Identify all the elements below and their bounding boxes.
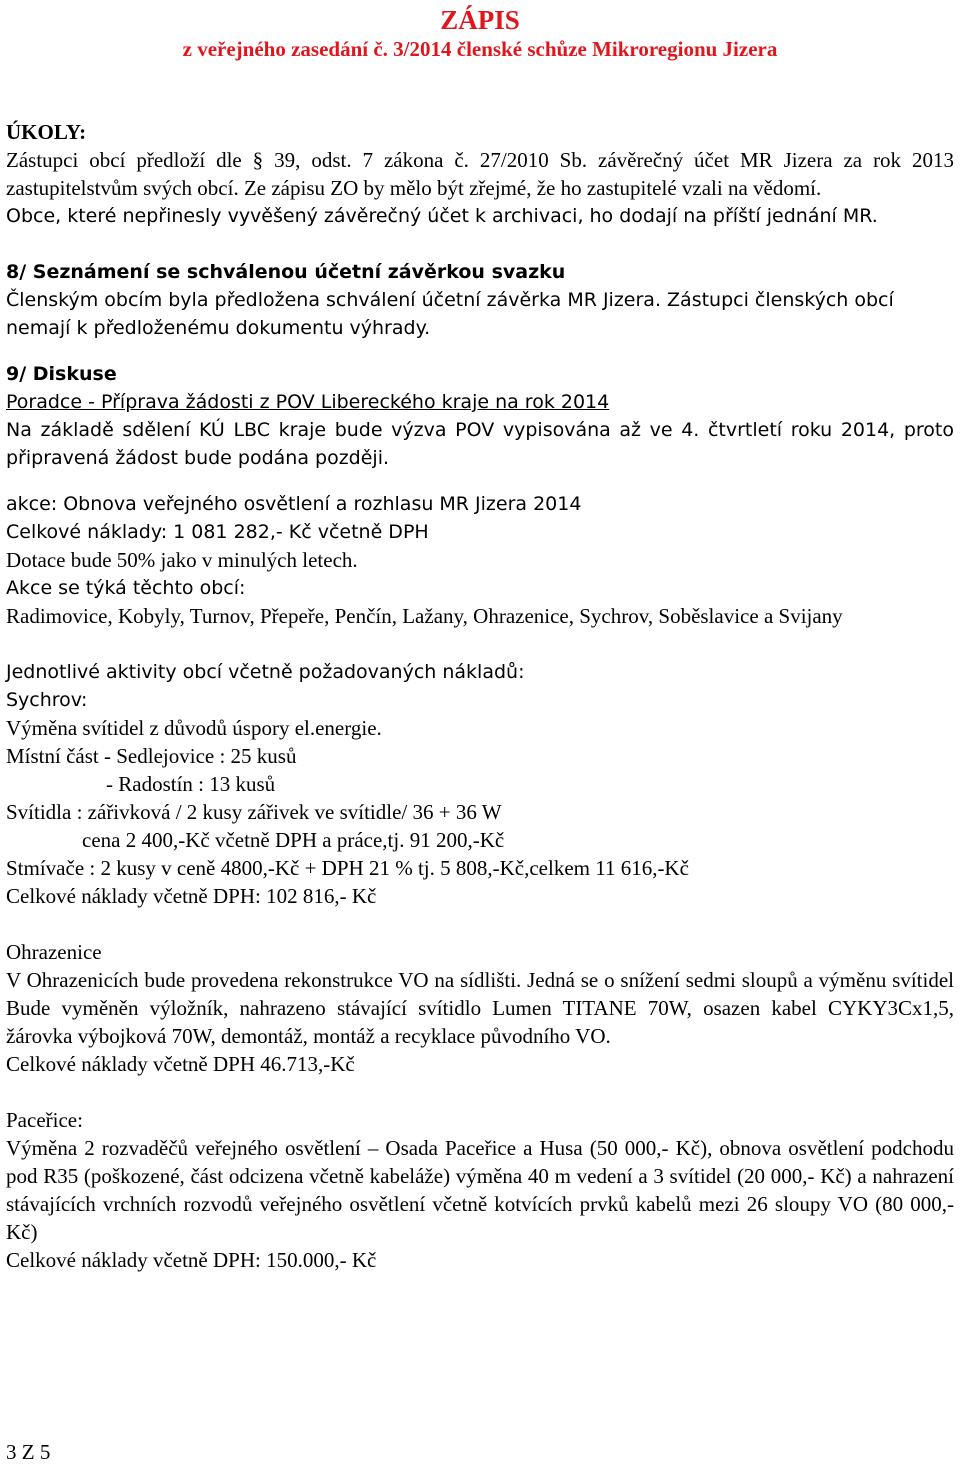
project-costs: Celkové náklady: 1 081 282,- Kč včetně DPH	[6, 521, 429, 543]
sychrov-line: - Radostín : 13 kusů	[106, 772, 276, 796]
tasks-line-1: Zástupci obcí předloží dle § 39, odst. 7 zákona č. 27/2010 Sb. závěrečný účet MR Jizera za rok 2013 zastupitelstvům svých obcí. Ze zápisu ZO by mělo být zřejmé, že ho zastupitelé vzali na vědomí.	[6, 148, 954, 200]
document-title: ZÁPIS	[440, 5, 520, 35]
section-9-heading: 9/ Diskuse	[6, 363, 117, 385]
sychrov-line: Výměna svítidel z důvodů úspory el.energie.	[6, 716, 382, 740]
spacer	[6, 910, 954, 938]
activities-heading: Jednotlivé aktivity obcí včetně požadovaných nákladů:	[6, 661, 525, 683]
section-8-heading: 8/ Seznámení se schválenou účetní závěrkou svazku	[6, 261, 566, 283]
sychrov-heading: Sychrov:	[6, 689, 88, 711]
tasks-heading: ÚKOLY:	[6, 120, 87, 144]
section-9-text: Na základě sdělení KÚ LBC kraje bude výzva POV vypisována až ve 4. čtvrtletí roku 2014, proto připravená žádost bude podána později.	[6, 419, 954, 469]
spacer	[6, 630, 954, 658]
document-subtitle: z veřejného zasedání č. 3/2014 členské schůze Mikroregionu Jizera	[182, 37, 778, 61]
pacerice-total: Celkové náklady včetně DPH: 150.000,- Kč	[6, 1248, 377, 1272]
spacer	[6, 230, 954, 258]
sychrov-total: Celkové náklady včetně DPH: 102 816,- Kč	[6, 884, 377, 908]
spacer	[6, 1078, 954, 1106]
pacerice-heading: Paceřice:	[6, 1108, 83, 1132]
sychrov-line: Svítidla : zářivková / 2 kusy zářivek ve svítidle/ 36 + 36 W	[6, 800, 502, 824]
sychrov-line: cena 2 400,-Kč včetně DPH a práce,tj. 91 200,-Kč	[82, 828, 505, 852]
document-body	[6, 118, 954, 1274]
section-9-subheading: Poradce - Příprava žádosti z POV Libereckého kraje na rok 2014	[6, 391, 610, 413]
project-applies: Akce se týká těchto obcí:	[6, 577, 246, 599]
spacer	[6, 472, 954, 490]
project-title: akce: Obnova veřejného osvětlení a rozhlasu MR Jizera 2014	[6, 493, 582, 515]
tasks-line-2: Obce, které nepřinesly vyvěšený závěrečný účet k archivaci, ho dodají na příští jednání MR.	[6, 205, 878, 227]
ohrazenice-total: Celkové náklady včetně DPH 46.713,-Kč	[6, 1052, 355, 1076]
page-number: 3 Z 5	[6, 1440, 51, 1464]
ohrazenice-heading: Ohrazenice	[6, 940, 102, 964]
pacerice-text: Výměna 2 rozvaděčů veřejného osvětlení – Osada Paceřice a Husa (50 000,- Kč), obnova osvětlení podchodu pod R35 (poškozené, část odcizena včetně kabeláže) výměna 40 m vedení a 3 svítidel (20 000,- Kč) a nahrazení stávajících vrchních rozvodů veřejného osvětlení včetně kotvících prvků kabelů mezi 26 sloupy VO (80 000,- Kč)	[6, 1136, 954, 1244]
spacer	[6, 342, 954, 360]
ohrazenice-text: V Ohrazenicích bude provedena rekonstrukce VO na sídlišti. Jedná se o snížení sedmi sloupů a výměnu svítidel Bude vyměněn výložník, nahrazeno stávající svítidlo Lumen TITANE 70W, osazen kabel CYKY3Cx1,5, žárovka výbojková 70W, demontáž, montáž a recyklace původního VO.	[6, 968, 954, 1048]
project-subsidy: Dotace bude 50% jako v minulých letech.	[6, 548, 358, 572]
sychrov-line: Stmívače : 2 kusy v ceně 4800,-Kč + DPH 21 % tj. 5 808,-Kč,celkem 11 616,-Kč	[6, 856, 689, 880]
sychrov-line: Místní část - Sedlejovice : 25 kusů	[6, 744, 297, 768]
project-villages: Radimovice, Kobyly, Turnov, Přepeře, Penčín, Lažany, Ohrazenice, Sychrov, Soběslavice a Svijany	[6, 604, 843, 628]
section-8-text: Členským obcím byla předložena schválení účetní závěrka MR Jizera. Zástupci členských obcí nemají k předloženému dokumentu výhrady.	[6, 289, 894, 339]
